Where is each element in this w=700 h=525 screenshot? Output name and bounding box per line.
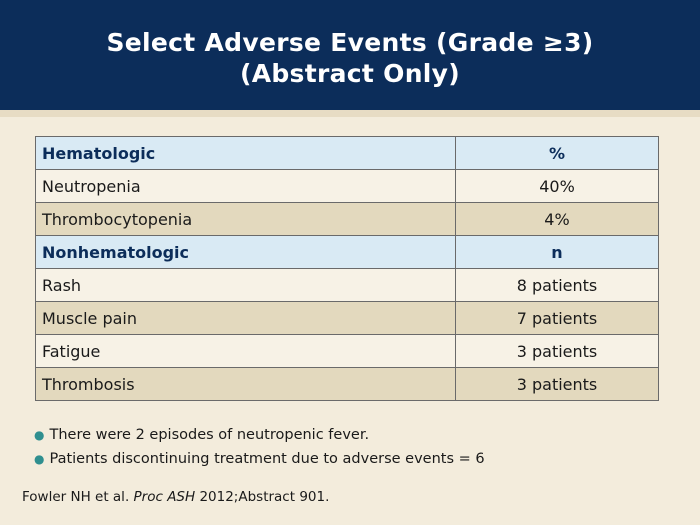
table-row-thrombocytopenia (36, 203, 659, 236)
bullet-list (34, 423, 485, 471)
table-row-nonhematologic (36, 236, 659, 269)
bullet-item (34, 447, 485, 471)
bullet-text: There were 2 episodes of neutropenic fever. (49, 427, 370, 443)
row-label: Thrombocytopenia (36, 203, 456, 236)
table-row-hematologic (36, 137, 659, 170)
row-value: 40% (456, 170, 659, 203)
row-label: Nonhematologic (36, 236, 456, 269)
row-label: Rash (36, 269, 456, 302)
row-label: Hematologic (36, 137, 456, 170)
row-value: 4% (456, 203, 659, 236)
table-row-thrombosis (36, 368, 659, 401)
table-row-muscle-pain (36, 302, 659, 335)
row-value: 7 patients (456, 302, 659, 335)
bullet-text: Patients discontinuing treatment due to adverse events = 6 (49, 451, 485, 467)
citation-prefix: Fowler NH et al. (22, 489, 134, 505)
citation-suffix: 2012;Abstract 901. (195, 489, 330, 505)
bullet-dot-icon: ● (34, 428, 45, 442)
bullet-dot-icon: ● (34, 452, 45, 466)
adverse-events-table (35, 136, 659, 401)
row-label: Neutropenia (36, 170, 456, 203)
row-value: 3 patients (456, 335, 659, 368)
citation (22, 489, 329, 505)
table-row-rash (36, 269, 659, 302)
citation-journal: Proc ASH (133, 489, 196, 505)
header-divider (0, 110, 700, 117)
row-label: Muscle pain (36, 302, 456, 335)
slide-header (0, 0, 700, 110)
row-label: Thrombosis (36, 368, 456, 401)
slide-title-line-1: Select Adverse Events (Grade ≥3) (106, 28, 594, 57)
table-row-neutropenia (36, 170, 659, 203)
row-value: 3 patients (456, 368, 659, 401)
slide-title-line-2: (Abstract Only) (239, 59, 460, 88)
row-value: % (456, 137, 659, 170)
row-label: Fatigue (36, 335, 456, 368)
row-value: n (456, 236, 659, 269)
table-row-fatigue (36, 335, 659, 368)
row-value: 8 patients (456, 269, 659, 302)
bullet-item (34, 423, 485, 447)
